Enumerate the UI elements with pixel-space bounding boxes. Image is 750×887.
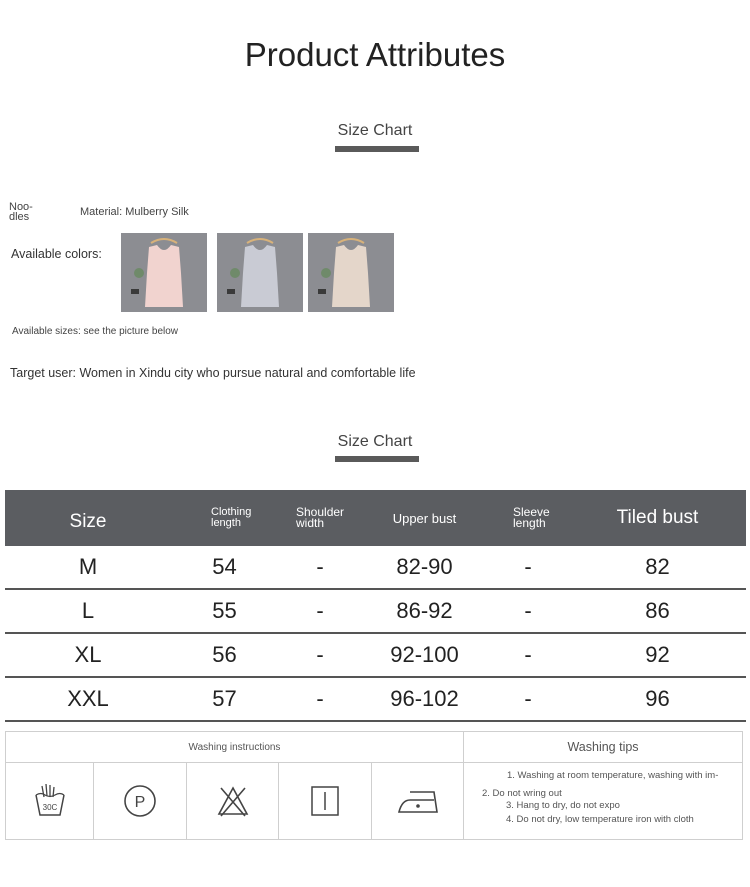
cell-upper-bust: 92-100 [362, 633, 487, 677]
cell-tiled-bust: 82 [569, 546, 746, 589]
material-attribute: Material: Mulberry Silk [80, 206, 189, 218]
do-not-bleach-icon [187, 763, 279, 839]
cell-clothing-length: 55 [171, 589, 278, 633]
hand-wash-30c-icon [6, 763, 94, 839]
table-row [5, 677, 746, 721]
size-chart-heading: Size Chart [337, 122, 413, 139]
table-row [5, 589, 746, 633]
heading-underline-2 [335, 456, 419, 462]
size-table [5, 490, 746, 722]
washing-tip: 3. Hang to dry, do not expo [506, 800, 620, 811]
table-row [5, 546, 746, 589]
cell-sleeve-length: - [487, 589, 569, 633]
cell-upper-bust: 86-92 [362, 589, 487, 633]
cell-upper-bust: 82-90 [362, 546, 487, 589]
professional-dry-clean-p-icon [94, 763, 187, 839]
sizes-note: Available sizes: see the picture below [12, 326, 179, 337]
cell-size: L [5, 589, 171, 633]
cell-clothing-length: 54 [171, 546, 278, 589]
colors-label: Available colors: [11, 247, 102, 261]
header-tiled-bust: Tiled bust [569, 490, 746, 546]
cell-shoulder-width: - [278, 589, 362, 633]
washing-instructions-title: Washing instructions [6, 732, 464, 763]
target-user: Target user: Women in Xindu city who pursue natural and comfortable life [10, 366, 416, 380]
washing-panel [5, 731, 743, 840]
cell-upper-bust: 96-102 [362, 677, 487, 721]
header-upper-bust: Upper bust [362, 490, 487, 546]
cell-clothing-length: 56 [171, 633, 278, 677]
color-swatch-beige[interactable] [308, 233, 394, 312]
cell-tiled-bust: 92 [569, 633, 746, 677]
cell-tiled-bust: 96 [569, 677, 746, 721]
cell-size: XXL [5, 677, 171, 721]
cell-sleeve-length: - [487, 633, 569, 677]
cell-tiled-bust: 86 [569, 589, 746, 633]
wash-temperature-label: 30C [42, 803, 57, 812]
noodles-label [9, 202, 49, 222]
color-swatch-pink[interactable] [121, 233, 207, 312]
header-sleeve-length: Sleeve length [487, 490, 569, 546]
noodles-label-text: Noo- dles [9, 201, 33, 223]
cell-size: M [5, 546, 171, 589]
cell-shoulder-width: - [278, 633, 362, 677]
size-chart-heading-2: Size Chart [337, 433, 413, 450]
size-table-header [5, 490, 746, 546]
table-row [5, 633, 746, 677]
cell-shoulder-width: - [278, 546, 362, 589]
header-clothing-length: Clothing length [171, 490, 278, 546]
low-temperature-iron-icon [372, 763, 464, 839]
heading-underline [335, 146, 419, 152]
pro-clean-letter: P [134, 794, 146, 811]
cell-shoulder-width: - [278, 677, 362, 721]
washing-tip: 4. Do not dry, low temperature iron with cloth [506, 814, 694, 825]
cell-clothing-length: 57 [171, 677, 278, 721]
page-title: Product Attributes [244, 36, 506, 73]
washing-tips-list [464, 763, 742, 839]
cell-sleeve-length: - [487, 677, 569, 721]
color-swatch-grey[interactable] [217, 233, 303, 312]
header-size: Size [5, 490, 171, 546]
washing-tip: 1. Washing at room temperature, washing with im- [507, 770, 719, 781]
header-shoulder-width: Shoulder width [278, 490, 362, 546]
cell-sleeve-length: - [487, 546, 569, 589]
washing-tip: 2. Do not wring out [482, 788, 562, 799]
cell-size: XL [5, 633, 171, 677]
hang-dry-icon [279, 763, 372, 839]
washing-tips-title: Washing tips [464, 732, 742, 763]
